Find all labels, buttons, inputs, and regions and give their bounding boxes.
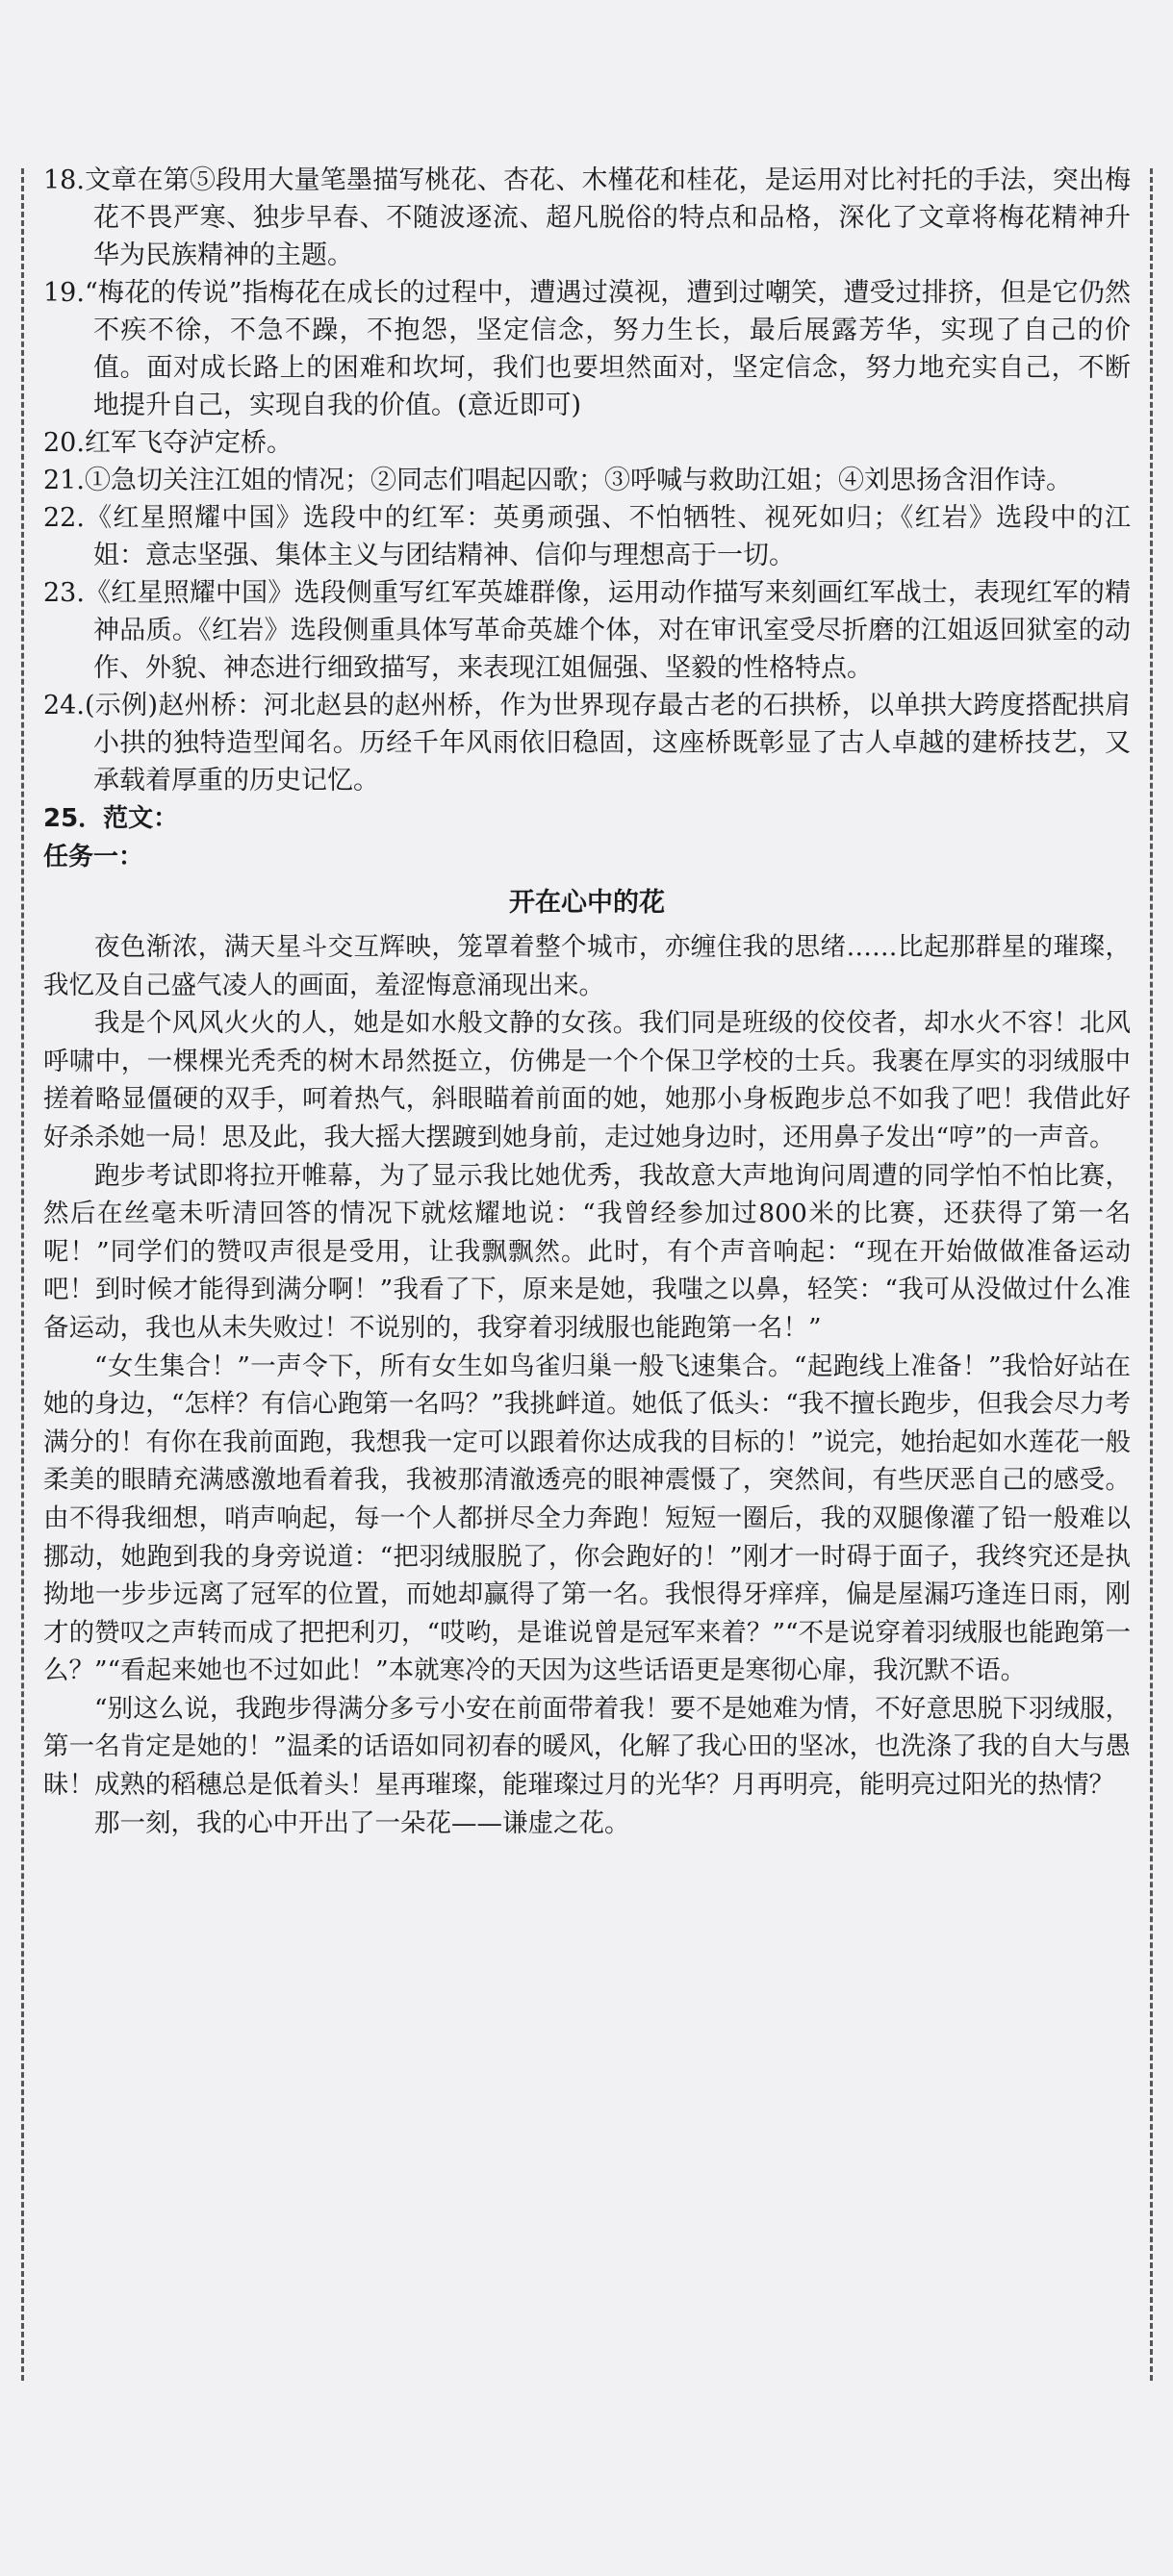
answer-20-text: 红军飞夺泸定桥。 bbox=[84, 428, 293, 458]
answer-19-number: 19. bbox=[43, 278, 85, 308]
answer-22-text: 《红星照耀中国》选段中的红军：英勇顽强、不怕牺牲、视死如归；《红岩》选段中的江姐：意志坚强、集体主义与团结精神、信仰与理想高于一切。 bbox=[84, 503, 1131, 570]
essay-paragraph-6: 那一刻，我的心中开出了一朵花——谦虚之花。 bbox=[94, 1807, 630, 1838]
answer-21 bbox=[43, 462, 1131, 499]
essay-paragraph-3: 跑步考试即将拉开帷幕，为了显示我比她优秀，我故意大声地询问周遭的同学怕不怕比赛，然后在丝毫未听清回答的情况下就炫耀地说：“我曾经参加过800米的比赛，还获得了第一名呢！”同学们的赞叹声很是受用，让我飘飘然。此时，有个声音响起：“现在开始做做准备运动吧！到时候才能得到满分啊！”我看了下，原来是她，我嗤之以鼻，轻笑：“我可从没做过什么准备运动，我也从未失败过！不说别的，我穿着羽绒服也能跑第一名！” bbox=[43, 1160, 1131, 1343]
essay-paragraph-1: 夜色渐浓，满天星斗交互辉映，笼罩着整个城市，亦缠住我的思绪……比起那群星的璀璨，我忆及自己盛气凌人的画面，羞涩悔意涌现出来。 bbox=[43, 932, 1131, 1000]
page-content bbox=[43, 162, 1131, 1842]
answer-23 bbox=[43, 574, 1131, 687]
answer-18-body bbox=[43, 162, 1131, 274]
answer-22-number: 22. bbox=[43, 503, 85, 533]
answer-23-body bbox=[43, 574, 1131, 687]
answer-25-label: 25．范文： bbox=[43, 804, 179, 833]
left-dashed-border bbox=[21, 168, 24, 2381]
answer-21-body bbox=[43, 462, 1131, 499]
answer-24-body bbox=[43, 687, 1131, 799]
answer-21-text: ①急切关注江姐的情况；②同志们唱起囚歌；③呼喊与救助江姐；④刘思扬含泪作诗。 bbox=[84, 466, 1072, 495]
answer-18-text: 文章在第⑤段用大量笔墨描写桃花、杏花、木槿花和桂花，是运用对比衬托的手法，突出梅花不畏严寒、独步早春、不随波逐流、超凡脱俗的特点和品格，深化了文章将梅花精神升华为民族精神的主题。 bbox=[84, 165, 1131, 270]
essay-paragraph-2: 我是个风风火火的人，她是如水般文静的女孩。我们同是班级的佼佼者，却水火不容！北风呼啸中，一棵棵光秃秃的树木昂然挺立，仿佛是一个个保卫学校的士兵。我裹在厚实的羽绒服中搓着略显僵硬的双手，呵着热气，斜眼瞄着前面的她，她那小身板跑步总不如我了吧！我借此好好杀杀她一局！思及此，我大摇大摆踱到她身前，走过她身边时，还用鼻子发出“哼”的一声音。 bbox=[43, 1008, 1131, 1152]
answer-19-body bbox=[43, 274, 1131, 424]
answer-23-text: 《红星照耀中国》选段侧重写红军英雄群像，运用动作描写来刻画红军战士，表现红军的精神品质。《红岩》选段侧重具体写革命英雄个体，对在审讯室受尽折磨的江姐返回狱室的动作、外貌、神态进行细致描写，来表现江姐倔强、坚毅的性格特点。 bbox=[84, 578, 1131, 683]
essay-title: 开在心中的花 bbox=[509, 888, 665, 918]
answer-19 bbox=[43, 274, 1131, 424]
answer-18 bbox=[43, 162, 1131, 274]
answer-24-number: 24. bbox=[43, 691, 85, 720]
answer-22-body bbox=[43, 499, 1131, 574]
answer-24 bbox=[43, 687, 1131, 799]
right-dashed-border bbox=[1150, 168, 1153, 2381]
answer-20-number: 20. bbox=[43, 428, 85, 458]
essay-paragraph-4: “女生集合！”一声令下，所有女生如鸟雀归巢一般飞速集合。“起跑线上准备！”我恰好站在她的身边，“怎样？有信心跑第一名吗？”我挑衅道。她低了低头：“我不擅长跑步，但我会尽力考满分的！有你在我前面跑，我想我一定可以跟着你达成我的目标的！”说完，她抬起如水莲花一般柔美的眼睛充满感激地看着我，我被那清澈透亮的眼神震慑了，突然间，有些厌恶自己的感受。由不得我细想，哨声响起，每一个人都拼尽全力奔跑！短短一圈后，我的双腿像灌了铅一般难以挪动，她跑到我的身旁说道：“把羽绒服脱了，你会跑好的！”刚才一时碍于面子，我终究还是执拗地一步步远离了冠军的位置，而她却赢得了第一名。我恨得牙痒痒，偏是屋漏巧逢连日雨，刚才的赞叹之声转而成了把把利刃，“哎哟，是谁说曾是冠军来着？”“不是说穿着羽绒服也能跑第一么？”“看起来她也不过如此！”本就寒冷的天因为这些话语更是寒彻心扉，我沉默不语。 bbox=[43, 1351, 1131, 1686]
answer-21-number: 21. bbox=[43, 466, 85, 495]
answer-24-text: (示例)赵州桥：河北赵县的赵州桥，作为世界现存最古老的石拱桥，以单拱大跨度搭配拱肩小拱的独特造型闻名。历经千年风雨依旧稳固，这座桥既彰显了古人卓越的建桥技艺，又承载着厚重的历史记忆。 bbox=[84, 691, 1131, 796]
answer-19-text: “梅花的传说”指梅花在成长的过程中，遭遇过漠视，遭到过嘲笑，遭受过排挤，但是它仍然不疾不徐，不急不躁，不抱怨，坚定信念，努力生长，最后展露芳华，实现了自己的价值。面对成长路上的困难和坎坷，我们也要坦然面对，坚定信念，努力地充实自己，不断地提升自己，实现自我的价值。(意近即可) bbox=[84, 278, 1131, 420]
answer-20 bbox=[43, 424, 1131, 462]
answer-20-body bbox=[43, 424, 1131, 462]
answer-22 bbox=[43, 499, 1131, 574]
task-one-label: 任务一： bbox=[43, 843, 144, 871]
answer-18-number: 18. bbox=[43, 165, 85, 195]
essay-paragraph-5: “别这么说，我跑步得满分多亏小安在前面带着我！要不是她难为情，不好意思脱下羽绒服，第一名肯定是她的！”温柔的话语如同初春的暖风，化解了我心田的坚冰，也洗涤了我的自大与愚昧！成熟的稻穗总是低着头！星再璀璨，能璀璨过月的光华？月再明亮，能明亮过阳光的热情？ bbox=[43, 1693, 1131, 1801]
answer-23-number: 23. bbox=[43, 578, 85, 608]
